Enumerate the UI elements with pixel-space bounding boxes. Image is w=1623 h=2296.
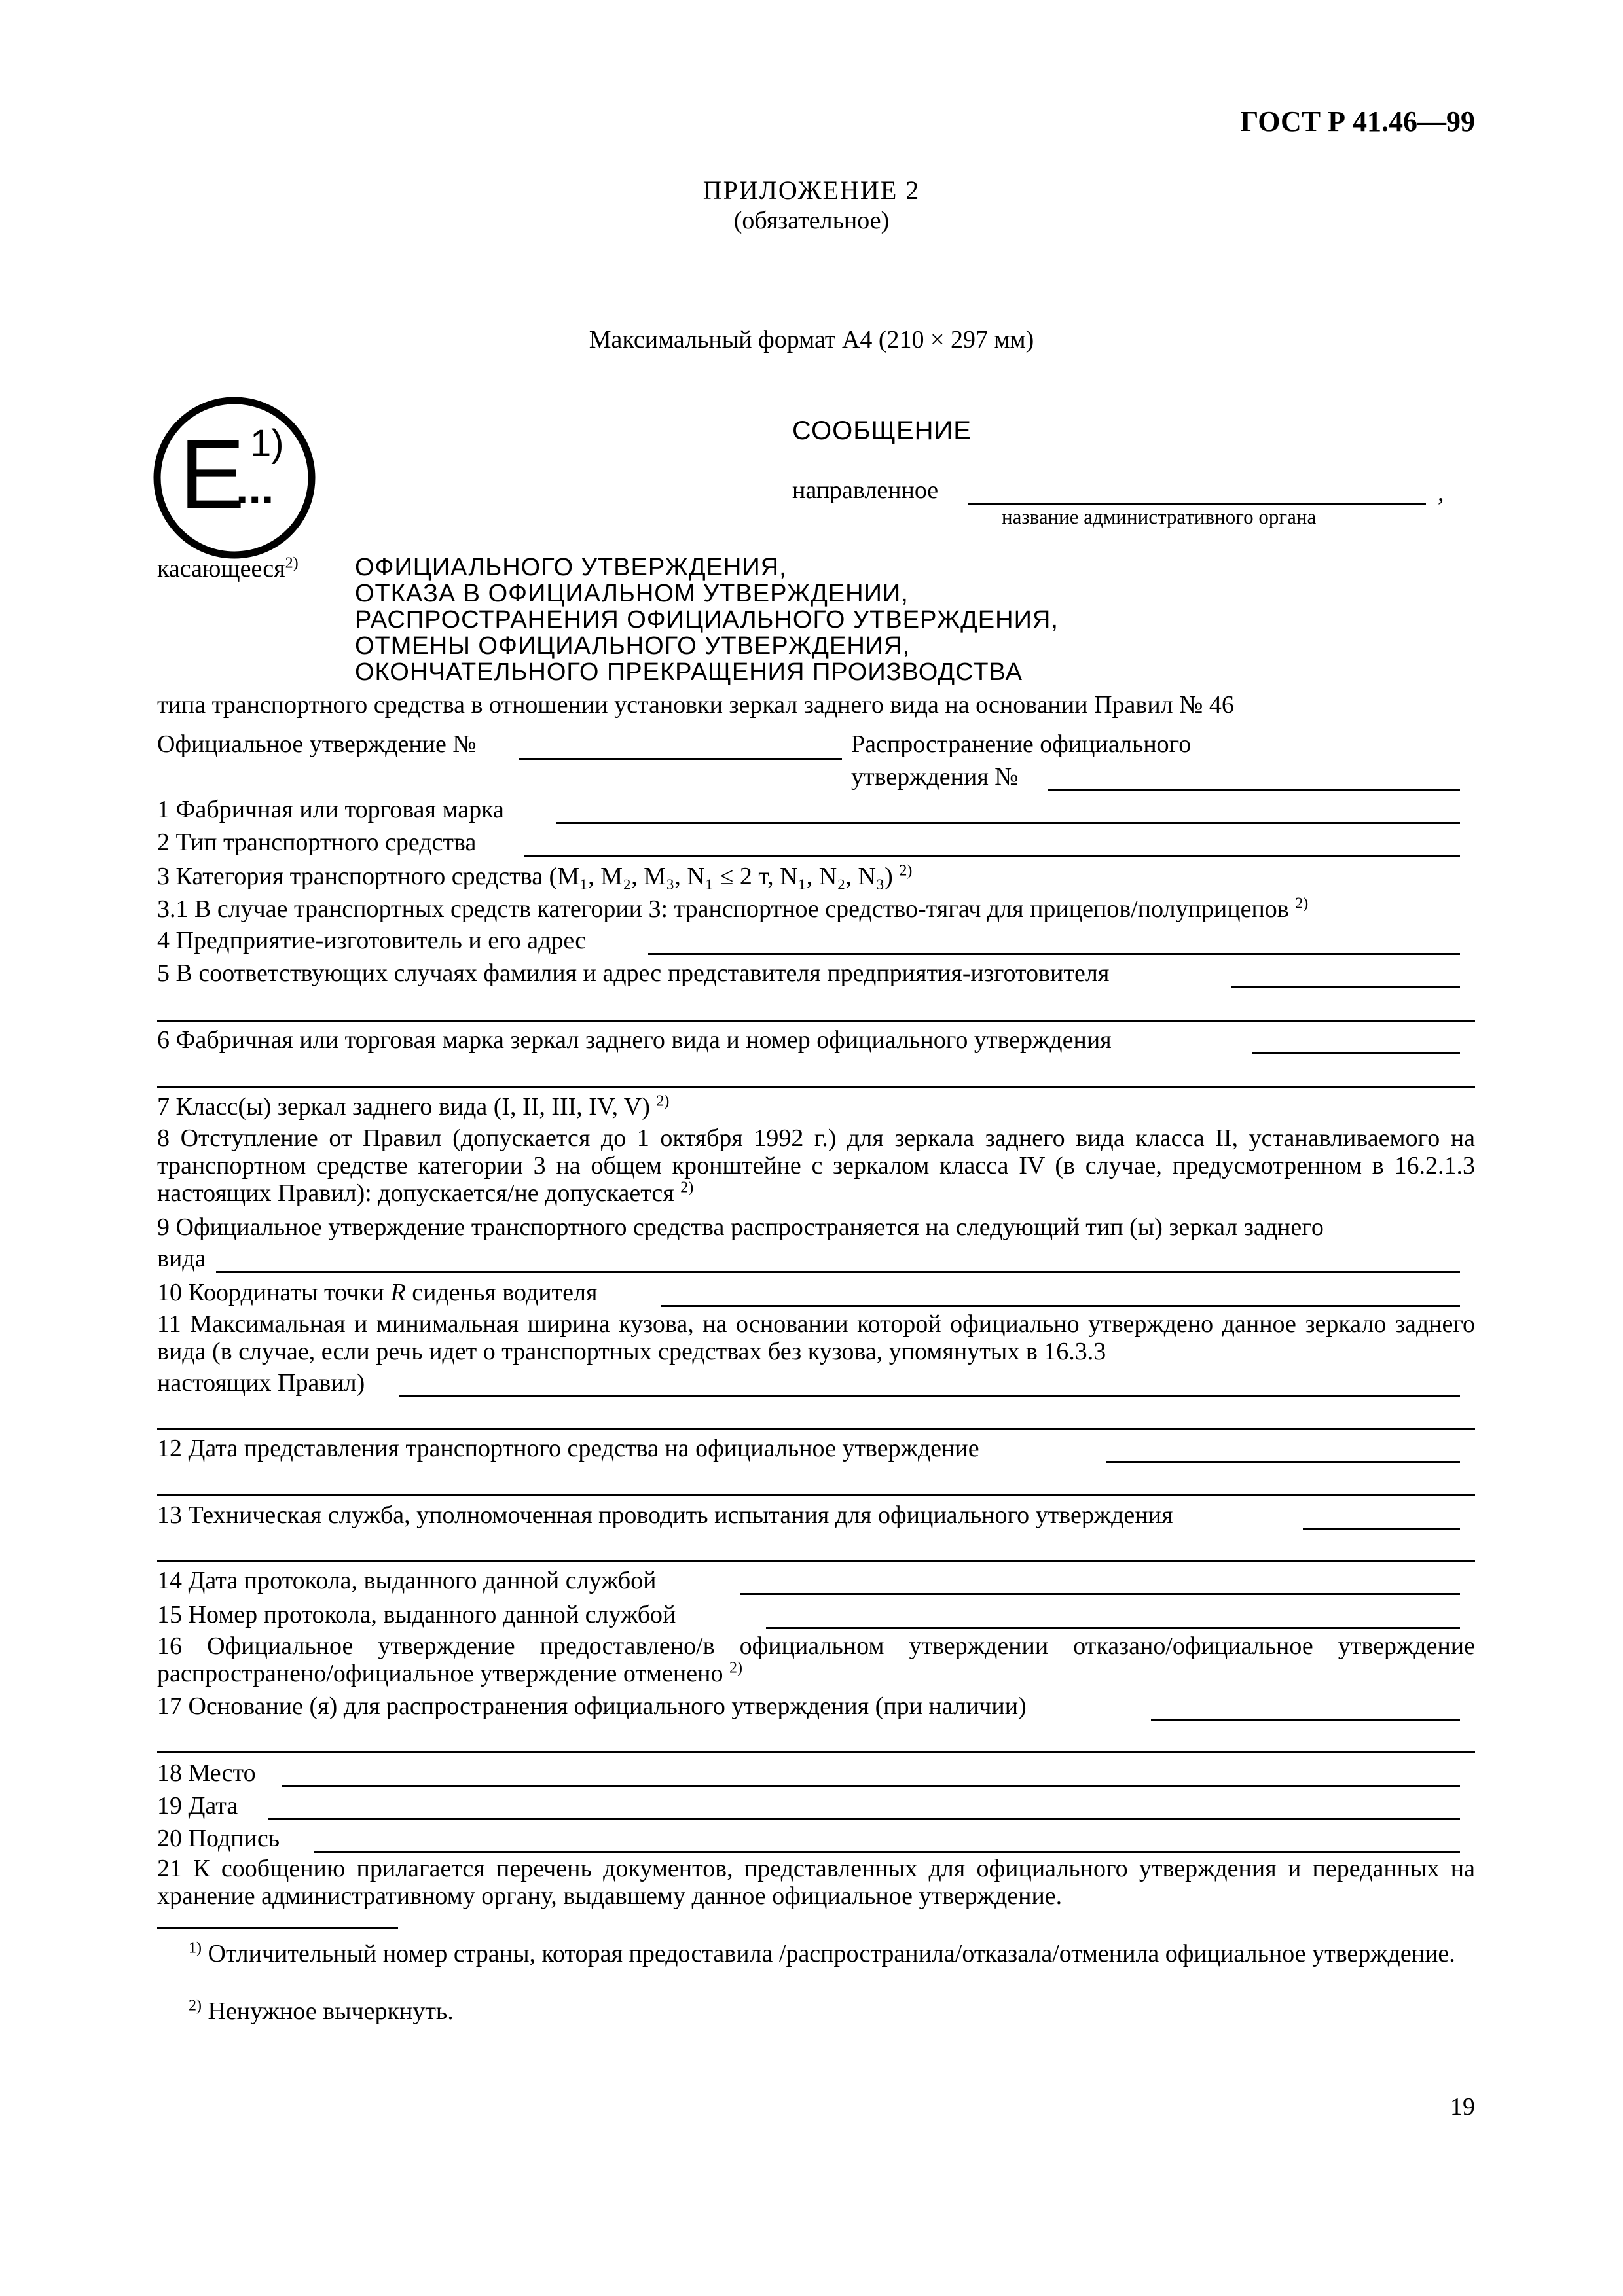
item-6-field-line-2[interactable] [157,1086,1475,1088]
item-11-field[interactable] [399,1395,1460,1397]
extension-label-1: Распространение официального [851,730,1192,758]
item-3-1-footnote: 2) [1295,895,1309,912]
concerning-item: ОТКАЗА В ОФИЦИАЛЬНОМ УТВЕРЖДЕНИИ, [355,580,909,607]
item-13-field[interactable] [1303,1528,1460,1530]
e-mark-dots: ... [236,462,274,513]
message-title: СООБЩЕНИЕ [792,416,972,445]
footnote-divider [157,1927,398,1929]
item-4-label: 4 Предприятие-изготовитель и его адрес [157,927,587,954]
item-7-label [157,1092,669,1122]
standard-code: ГОСТ Р 41.46—99 [1240,105,1475,137]
concerning-subject: типа транспортного средства в отношении установки зеркал заднего вида на основании Правил № 46 [157,691,1234,719]
item-6-label: 6 Фабричная или торговая марка зеркал заднего вида и номер официального утверждения [157,1026,1112,1054]
item-3-1-label [157,894,1308,924]
item-8-footnote: 2) [680,1179,694,1196]
item-7-footnote: 2) [656,1092,670,1110]
directed-label: направленное [792,476,939,504]
item-15-label: 15 Номер протокола, выданного данной службой [157,1601,676,1628]
admin-authority-field[interactable] [968,503,1426,505]
item-2-field[interactable] [524,855,1460,857]
item-16-label [157,1632,1475,1687]
item-16-footnote: 2) [729,1659,742,1677]
item-13-label: 13 Техническая служба, уполномоченная проводить испытания для официального утверждения [157,1501,1173,1529]
item-17-field[interactable] [1151,1719,1460,1721]
item-1-label: 1 Фабричная или торговая марка [157,796,504,823]
e-mark-logo [152,395,317,560]
footnote-1 [157,1940,1475,1967]
format-note: Максимальный формат А4 (210 × 297 мм) [589,326,1034,353]
admin-caption: название административного органа [1002,505,1317,528]
concerning-item: ОТМЕНЫ ОФИЦИАЛЬНОГО УТВЕРЖДЕНИЯ, [355,632,911,660]
footnote-2 [189,1996,454,2026]
item-10-r-point: R [390,1279,406,1306]
item-16-text: 16 Официальное утверждение предоставлено/в официальном утверждении отказано/официальное утверждение распространено/официальное утверждение отменено [157,1632,1475,1687]
footnote-2-text: Ненужное вычеркнуть. [208,1998,454,2025]
item-12-label: 12 Дата представления транспортного средства на официальное утверждение [157,1435,979,1462]
item-11-field-line-2[interactable] [157,1428,1475,1430]
item-20-field[interactable] [314,1851,1460,1853]
footnote-2-mark: 2) [189,1997,202,2015]
item-9-label-line-2: вида [157,1245,206,1272]
annex-subtitle: (обязательное) [733,207,890,234]
item-13-field-line-2[interactable] [157,1560,1475,1562]
extension-label-2: утверждения № [851,763,1019,791]
annex-title: ПРИЛОЖЕНИЕ 2 [702,175,921,205]
item-1-field[interactable] [556,822,1460,824]
item-10-text-2: сиденья водителя [412,1279,598,1306]
item-12-field-line-2[interactable] [157,1494,1475,1496]
concerning-label [157,554,299,584]
e-mark-footnote: 1) [250,422,284,465]
item-3-footnote: 2) [899,862,913,880]
item-21-label: 21 К сообщению прилагается перечень документов, представленных для официального утверждения и переданных на хранение административному органу, выдавшему данное официальное утверждение. [157,1855,1475,1910]
item-14-label: 14 Дата протокола, выданного данной службой [157,1567,657,1594]
item-17-field-line-2[interactable] [157,1751,1475,1753]
item-5-field-line-2[interactable] [157,1020,1475,1022]
item-17-label: 17 Основание (я) для распространения официального утверждения (при наличии) [157,1693,1027,1720]
item-10-text: 10 Координаты точки [157,1279,385,1306]
approval-number-field[interactable] [519,758,842,760]
item-10-label [157,1278,597,1308]
item-5-field[interactable] [1231,986,1460,988]
concerning-text: касающееся [157,555,285,583]
item-11-label: 11 Максимальная и минимальная ширина кузова, на основании которой официально утверждено данное зеркало заднего вида (в случае, если речь идет о транспортных средствах без кузова, упомянутых в 16.3.3 [157,1310,1475,1365]
item-9-field[interactable] [216,1271,1460,1273]
item-18-field[interactable] [282,1785,1460,1787]
item-8-text: 8 Отступление от Правил (допускается до 1 октября 1992 г.) для зеркала заднего вида класса II, устанавливаемого на транспортном средстве категории 3 на общем кронштейне с зеркалом класса IV (в случае, предусмотренном в 16.2.1.3 настоящих Правил): допускается/не допускается [157,1124,1475,1207]
directed-comma: , [1438,479,1444,507]
item-20-label: 20 Подпись [157,1825,280,1852]
approval-number-label: Официальное утверждение № [157,730,477,758]
item-11-label-last: настоящих Правил) [157,1369,365,1397]
item-19-label: 19 Дата [157,1792,238,1820]
extension-number-field[interactable] [1048,789,1460,791]
item-18-label: 18 Место [157,1759,256,1787]
item-19-field[interactable] [268,1818,1460,1820]
concerning-item: РАСПРОСТРАНЕНИЯ ОФИЦИАЛЬНОГО УТВЕРЖДЕНИЯ, [355,606,1059,634]
footnote-1-text: Отличительный номер страны, которая предоставила /распространила/отказала/отменила официальное утверждение. [208,1940,1455,1967]
item-12-field[interactable] [1106,1461,1460,1463]
item-3-label [157,861,912,891]
concerning-footnote: 2) [285,554,299,572]
item-14-field[interactable] [740,1593,1460,1595]
footnote-1-mark: 1) [189,1939,202,1957]
page-number: 19 [1450,2093,1475,2121]
item-7-text: 7 Класс(ы) зеркал заднего вида (I, II, III, IV, V) [157,1093,650,1121]
item-2-label: 2 Тип транспортного средства [157,829,477,856]
e-mark-letter: E [179,419,246,529]
concerning-item: ОФИЦИАЛЬНОГО УТВЕРЖДЕНИЯ, [355,554,787,581]
item-5-label: 5 В соответствующих случаях фамилия и адрес представителя предприятия-изготовителя [157,960,1110,987]
item-3-text: 3 Категория транспортного средства (M₁, M₂, M₃, N₁ ≤ 2 т, N₁, N₂, N₃) [157,863,893,890]
item-6-field[interactable] [1252,1052,1460,1054]
item-3-1-text: 3.1 В случае транспортных средств категории 3: транспортное средство-тягач для прицепов/полуприцепов [157,895,1289,923]
item-15-field[interactable] [766,1627,1460,1629]
item-8-label [157,1124,1475,1207]
item-10-field[interactable] [661,1305,1460,1307]
item-4-field[interactable] [648,953,1460,955]
item-9-label-line-1: 9 Официальное утверждение транспортного средства распространяется на следующий тип (ы) зеркал заднего [157,1213,1324,1241]
concerning-item: ОКОНЧАТЕЛЬНОГО ПРЕКРАЩЕНИЯ ПРОИЗВОДСТВА [355,658,1023,686]
